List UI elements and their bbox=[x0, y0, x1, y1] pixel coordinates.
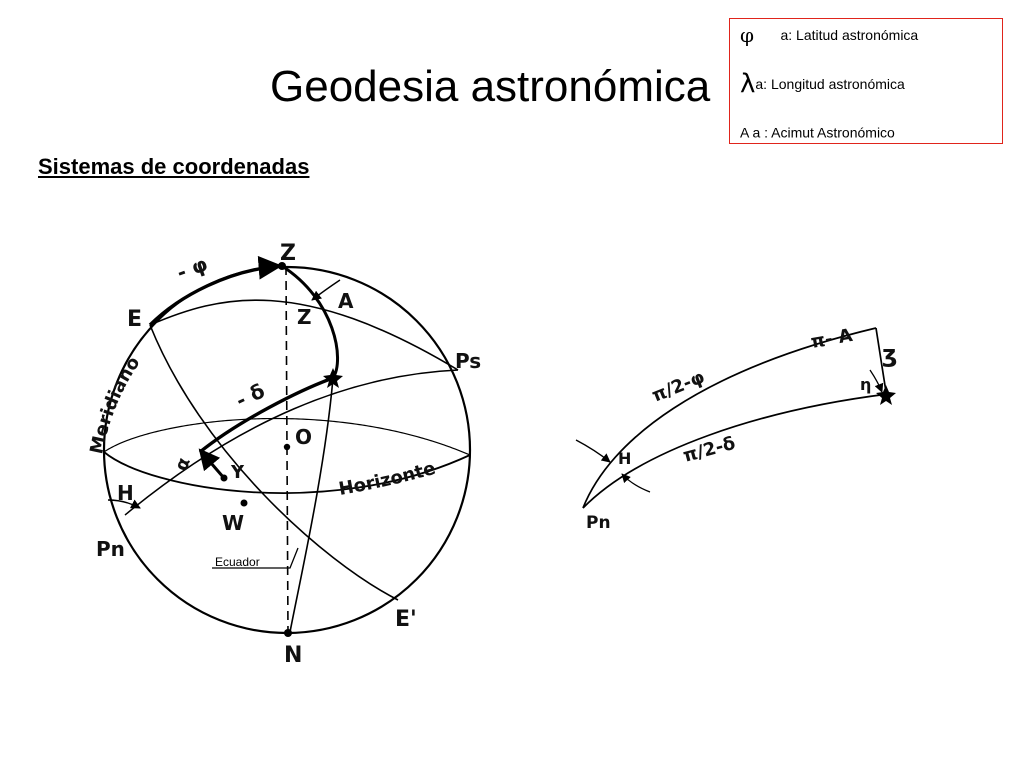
label-meridian bbox=[86, 353, 144, 456]
label-zenith: Z bbox=[280, 241, 296, 266]
triangle-labels bbox=[586, 325, 897, 533]
triangle-star-icon bbox=[876, 385, 896, 405]
phi-symbol: φ bbox=[740, 23, 755, 47]
label-vernal-point: Υ bbox=[231, 462, 245, 483]
meridian-text: Meridiano bbox=[86, 352, 145, 456]
label-pi-half-minus-phi: π/2-φ bbox=[649, 366, 708, 407]
label-eta: η bbox=[860, 375, 872, 394]
spherical-triangle bbox=[576, 328, 888, 508]
label-center: O bbox=[295, 425, 313, 449]
label-zenith-distance: Z bbox=[297, 305, 312, 329]
latitude-label: a: Latitud astronómica bbox=[780, 27, 919, 43]
minus-phi-arc bbox=[150, 266, 280, 325]
triangle-lower-arrow bbox=[622, 474, 650, 492]
label-minus-delta: - δ bbox=[231, 378, 269, 413]
center-point bbox=[284, 444, 290, 450]
minus-delta-arc bbox=[200, 378, 333, 452]
label-horizon bbox=[337, 458, 438, 500]
label-pi-minus-a: π- A bbox=[809, 324, 855, 353]
label-equator: Ecuador bbox=[215, 555, 260, 569]
triangle-upper-side bbox=[583, 328, 876, 508]
alpha-arc bbox=[200, 450, 224, 478]
label-triangle-hour-angle: H bbox=[618, 449, 632, 468]
zeta-arrow bbox=[870, 370, 882, 392]
label-pole-s: Ps bbox=[455, 349, 482, 373]
vernal-point bbox=[221, 475, 228, 482]
label-west: W bbox=[222, 511, 245, 535]
label-pole-n: Pn bbox=[96, 537, 125, 561]
section-subtitle: Sistemas de coordenadas bbox=[38, 154, 310, 179]
label-alpha: α bbox=[170, 454, 195, 474]
label-minus-phi: - φ bbox=[173, 251, 211, 285]
slide-title: Geodesia astronómica bbox=[270, 62, 711, 111]
horizon-text: Horizonte bbox=[337, 457, 438, 500]
sphere-labels bbox=[86, 241, 481, 668]
vertical-circle-lower bbox=[290, 378, 333, 632]
label-triangle-pole-n: Pn bbox=[586, 513, 611, 533]
label-zeta: ʒ bbox=[882, 340, 898, 368]
label-east: E bbox=[127, 307, 143, 332]
azimuth-arrow bbox=[312, 280, 340, 300]
west-point bbox=[241, 500, 248, 507]
label-east-prime: E' bbox=[395, 607, 417, 632]
azimuth-label: A a : Acimut Astronómico bbox=[740, 124, 895, 141]
longitude-label: a: Longitud astronómica bbox=[755, 76, 905, 92]
label-hour-angle: H bbox=[117, 481, 134, 505]
label-pi-half-minus-delta: π/2-δ bbox=[680, 432, 738, 467]
label-azimuth: A bbox=[338, 289, 354, 313]
label-nadir: N bbox=[284, 643, 303, 668]
triangle-upper-arrow bbox=[576, 440, 610, 462]
nadir-point bbox=[284, 629, 292, 637]
lambda-symbol: λ bbox=[740, 69, 756, 99]
